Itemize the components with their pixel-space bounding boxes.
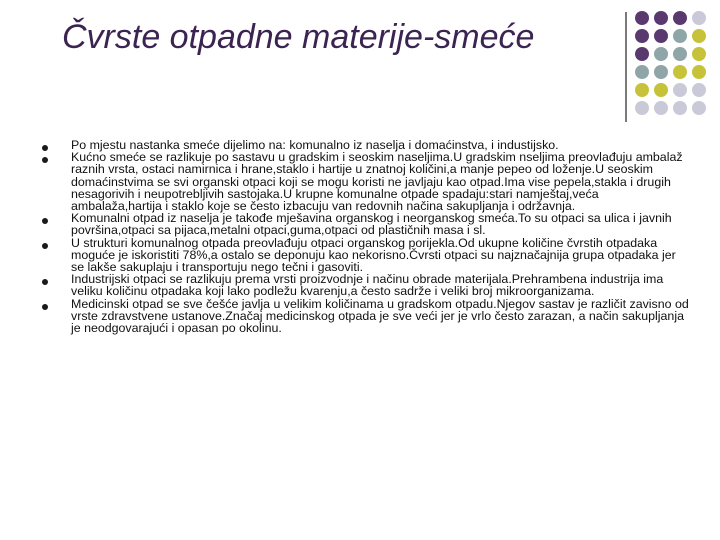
bullet-text: Industrijski otpaci se razlikuju prema vrsti proizvodnje i načinu obrade materijala.Prehrambena industrija ima veliku količinu otpadaka koji lako podležu kvarenju,a često sadrže i veliki broj mikroorganizama. xyxy=(71,272,664,299)
bullet-dot-icon xyxy=(42,157,48,163)
bullet-list xyxy=(42,139,692,334)
bullet-item xyxy=(42,151,692,212)
decorative-dot xyxy=(692,83,706,97)
bullet-text: U strukturi komunalnog otpada preovlađuju otpaci organskog porijekla.Od ukupne količine čvrstih otpadaka moguće je iskoristiti 78%,a ostalo se deponuju kao nekorisno.Čvrsti otpaci su najznačajnija grupa otpadaka jer se lakše sakuplaju i transportuju nego tečni i gasoviti. xyxy=(71,235,676,275)
decorative-dot xyxy=(692,11,706,25)
decorative-dot xyxy=(692,29,706,43)
decorative-dot xyxy=(635,83,649,97)
decorative-dot xyxy=(635,29,649,43)
decorative-dot xyxy=(654,29,668,43)
bullet-dot-icon xyxy=(42,145,48,151)
bullet-dot-icon xyxy=(42,279,48,285)
decorative-dot xyxy=(654,47,668,61)
bullet-text: Kućno smeće se razlikuje po sastavu u gradskim i seoskim naseljima.U gradskim nseljima preovlađuju ambalaž raznih vrsta, ostaci namirnica i hrane,staklo i hartije u znatnoj količini,a manje pepeo od loženje.U seoskim domaćinstvima se svi organski otpaci koji se mogu koristi ne javljaju kao otpad.Ima vise pepela,stakla i drugih nesagorivih i neupotrebljivih sastojaka.U krupne komunalne otpade spadaju:stari namještaj,veća ambalaža,hartija i staklo koje se često izbacuju van redovnih načina sakupljanja i održavnja. xyxy=(71,150,683,214)
bullet-item xyxy=(42,237,692,274)
decorative-dot xyxy=(673,11,687,25)
decorative-dot xyxy=(692,101,706,115)
bullet-dot-icon xyxy=(42,218,48,224)
bullet-item xyxy=(42,298,692,335)
decorative-dot xyxy=(654,11,668,25)
decorative-dot xyxy=(654,101,668,115)
slide-content xyxy=(42,139,692,334)
decorative-dot xyxy=(635,47,649,61)
bullet-item xyxy=(42,273,692,297)
decorative-dot xyxy=(673,47,687,61)
decorative-dot xyxy=(692,47,706,61)
bullet-dot-icon xyxy=(42,243,48,249)
slide-title: Čvrste otpadne materije-smeće xyxy=(62,18,535,56)
decorative-dot xyxy=(654,65,668,79)
decorative-dot xyxy=(635,11,649,25)
decorative-dot xyxy=(654,83,668,97)
bullet-text: Komunalni otpad iz naselja je takođe mješavina organskog i neorganskog smeća.To su otpaci sa ulica i javnih površina,otpaci sa pijaca,metalni otpaci,guma,otpaci od plastičnih masa i sl. xyxy=(71,211,672,238)
dot-grid-decoration xyxy=(635,11,706,115)
bullet-dot-icon xyxy=(42,304,48,310)
bullet-item xyxy=(42,212,692,236)
decorative-dot xyxy=(635,65,649,79)
decorative-dot xyxy=(673,101,687,115)
decorative-dot xyxy=(673,29,687,43)
decorative-dot xyxy=(673,65,687,79)
decorative-dot xyxy=(673,83,687,97)
divider-line xyxy=(625,12,627,122)
bullet-text: Medicinski otpad se sve češće javlja u velikim količinama u gradskom otpadu.Njegov sastav je različit zavisno od vrste zdravstvene ustanove.Značaj medicinskog otpada je sve veći jer je vrlo često zarazan, a način sakupljanja je neodgovarajući i opasan po okolinu. xyxy=(71,296,689,336)
decorative-dot xyxy=(635,101,649,115)
bullet-text: Po mjestu nastanka smeće dijelimo na: komunalno iz naselja i domaćinstva, i industijsko. xyxy=(71,138,559,152)
decorative-dot xyxy=(692,65,706,79)
